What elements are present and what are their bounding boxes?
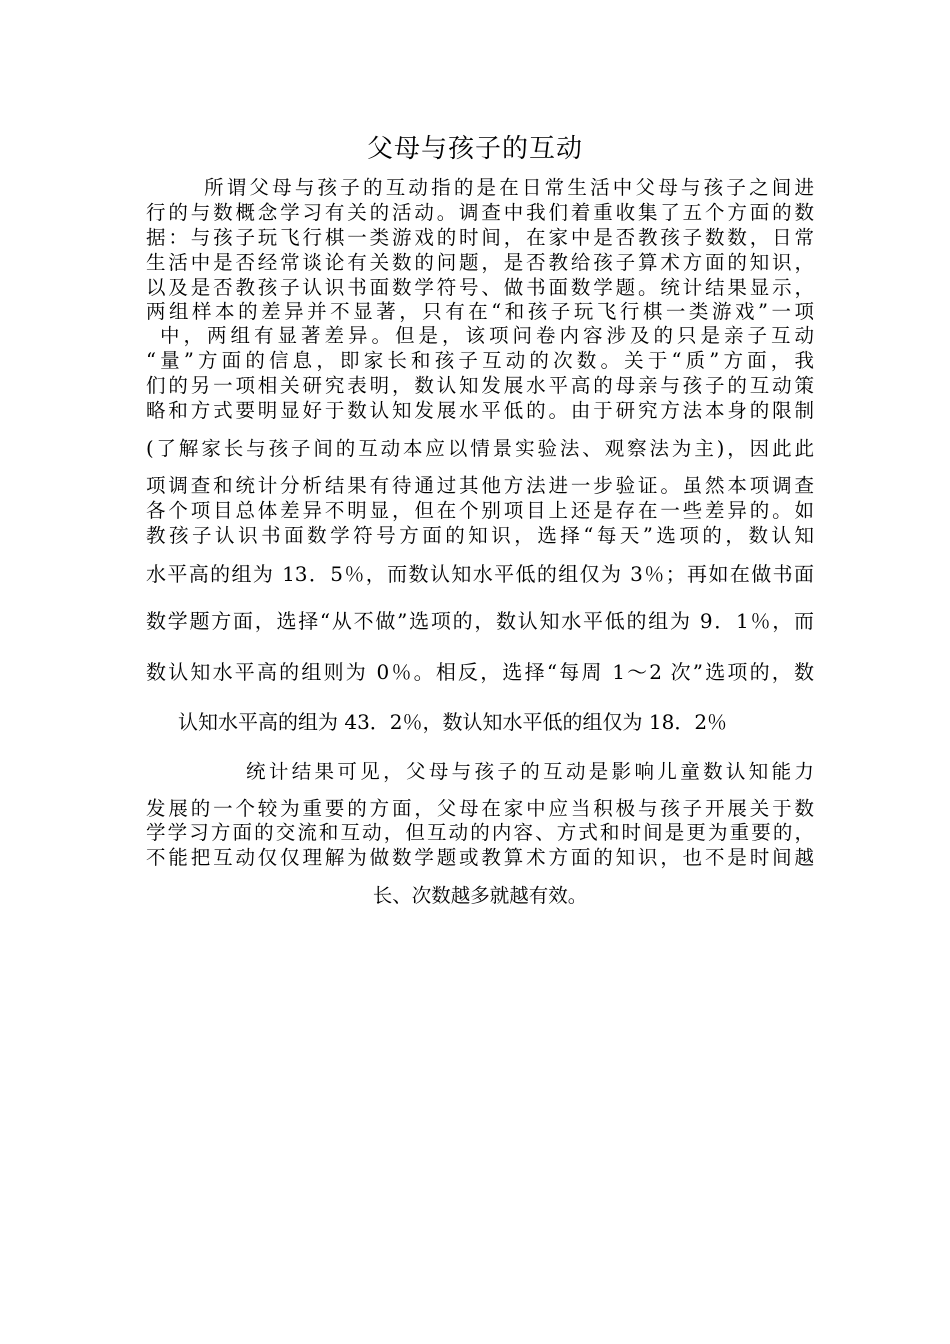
paragraph-2-line-5: 长、次数越多就越有效。: [372, 884, 588, 907]
paragraph-1-line-2: 行的与数概念学习有关的活动。调查中我们着重收集了五个方面的数: [146, 201, 814, 224]
document-title: 父母与孩子的互动: [366, 134, 583, 164]
paragraph-1-line-13: 各个项目总体差异不明显，但在个别项目上还是存在一些差异的。如: [146, 499, 814, 522]
paragraph-1-line-17: 数认知水平高的组则为 0％。相反，选择“每周 1～2 次”选项的，数: [146, 660, 814, 684]
paragraph-1-line-10: 略和方式要明显好于数认知发展水平低的。由于研究方法本身的限制: [146, 399, 814, 422]
paragraph-1-line-1: 所谓父母与孩子的互动指的是在日常生活中父母与孩子之间进: [204, 176, 814, 199]
paragraph-1-line-3: 据：与孩子玩飞行棋一类游戏的时间，在家中是否教孩子数数，日常: [146, 226, 814, 249]
paragraph-1-line-18: 认知水平高的组为 43．2％，数认知水平低的组仅为 18．2％: [178, 710, 728, 734]
paragraph-1-line-7: 中，两组有显著差异。但是，该项问卷内容涉及的只是亲子互动: [160, 324, 814, 347]
paragraph-1-line-5: 以及是否教孩子认识书面数学符号、做书面数学题。统计结果显示，: [146, 276, 814, 299]
paragraph-1-line-16: 数学题方面，选择“从不做”选项的，数认知水平低的组为 9．1％，而: [146, 609, 814, 633]
paragraph-1-line-12: 项调查和统计分析结果有待通过其他方法进一步验证。虽然本项调查: [146, 474, 814, 497]
paragraph-1-line-11: (了解家长与孩子间的互动本应以情景实验法、观察法为主)，因此此: [146, 437, 814, 460]
paragraph-2-line-4: 不能把互动仅仅理解为做数学题或教算术方面的知识，也不是时间越: [146, 846, 814, 869]
paragraph-1-line-8: “量”方面的信息，即家长和孩子互动的次数。关于“质”方面，我: [146, 349, 814, 372]
paragraph-1-line-4: 生活中是否经常谈论有关数的问题，是否教给孩子算术方面的知识，: [146, 251, 814, 274]
paragraph-1-line-6: 两组样本的差异并不显著，只有在“和孩子玩飞行棋一类游戏”一项: [146, 300, 814, 323]
paragraph-1-line-14: 教孩子认识书面数学符号方面的知识，选择“每天”选项的，数认知: [146, 524, 814, 547]
paragraph-1-line-15: 水平高的组为 13．5％，而数认知水平低的组仅为 3％；再如在做书面: [146, 562, 814, 586]
paragraph-2-line-1: 统计结果可见，父母与孩子的互动是影响儿童数认知能力: [246, 760, 814, 783]
paragraph-1-line-9: 们的另一项相关研究表明，数认知发展水平高的母亲与孩子的互动策: [146, 374, 814, 397]
paragraph-2-line-3: 学学习方面的交流和互动，但互动的内容、方式和时间是更为重要的，: [146, 821, 814, 844]
paragraph-2-line-2: 发展的一个较为重要的方面，父母在家中应当积极与孩子开展关于数: [146, 797, 814, 820]
